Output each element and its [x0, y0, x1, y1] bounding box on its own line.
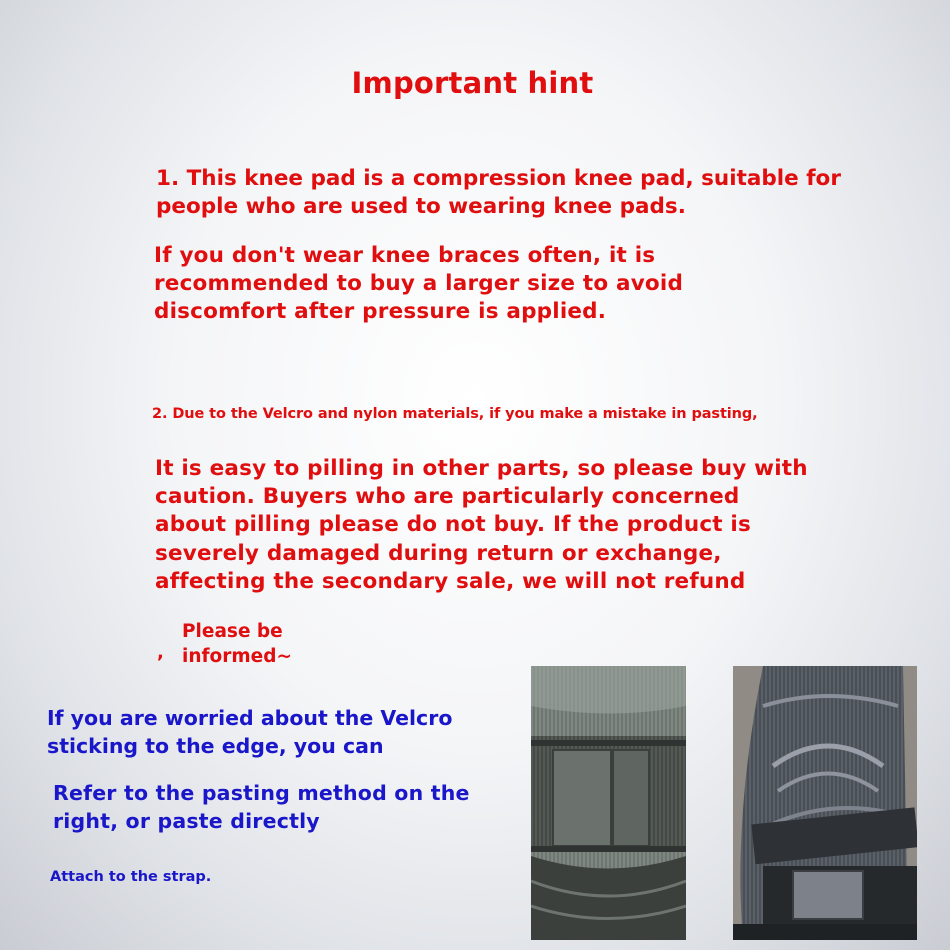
note-point-2: 2. Due to the Velcro and nylon materials, if you make a mistake in pasting,: [152, 406, 758, 422]
heading: Important hint: [351, 66, 594, 100]
knee-pad-photo-side: [733, 666, 917, 940]
note-point-2-detail: It is easy to pilling in other parts, so please buy with caution. Buyers who are particularly concerned about pilling please do not buy. If the product is severely damaged during return or exchange, affecting the secondary sale, we will not refund: [155, 456, 808, 594]
comma-glyph-icon: ,: [157, 642, 164, 663]
velcro-tip-line-3: Attach to the strap.: [50, 869, 212, 885]
velcro-tip-line-1: If you are worried about the Velcro sticking to the edge, you can: [47, 706, 453, 758]
knee-pad-front-illustration: [531, 666, 686, 940]
note-point-1: 1. This knee pad is a compression knee pad, suitable for people who are used to wearing knee pads.: [156, 166, 841, 219]
knee-pad-photo-front: [531, 666, 686, 940]
velcro-tip-line-2: Refer to the pasting method on the right, or paste directly: [53, 781, 470, 833]
note-point-1-detail: If you don't wear knee braces often, it is recommended to buy a larger size to avoid discomfort after pressure is applied.: [154, 243, 684, 324]
informed-note: Please be informed~: [182, 621, 292, 667]
knee-pad-side-illustration: [733, 666, 917, 940]
